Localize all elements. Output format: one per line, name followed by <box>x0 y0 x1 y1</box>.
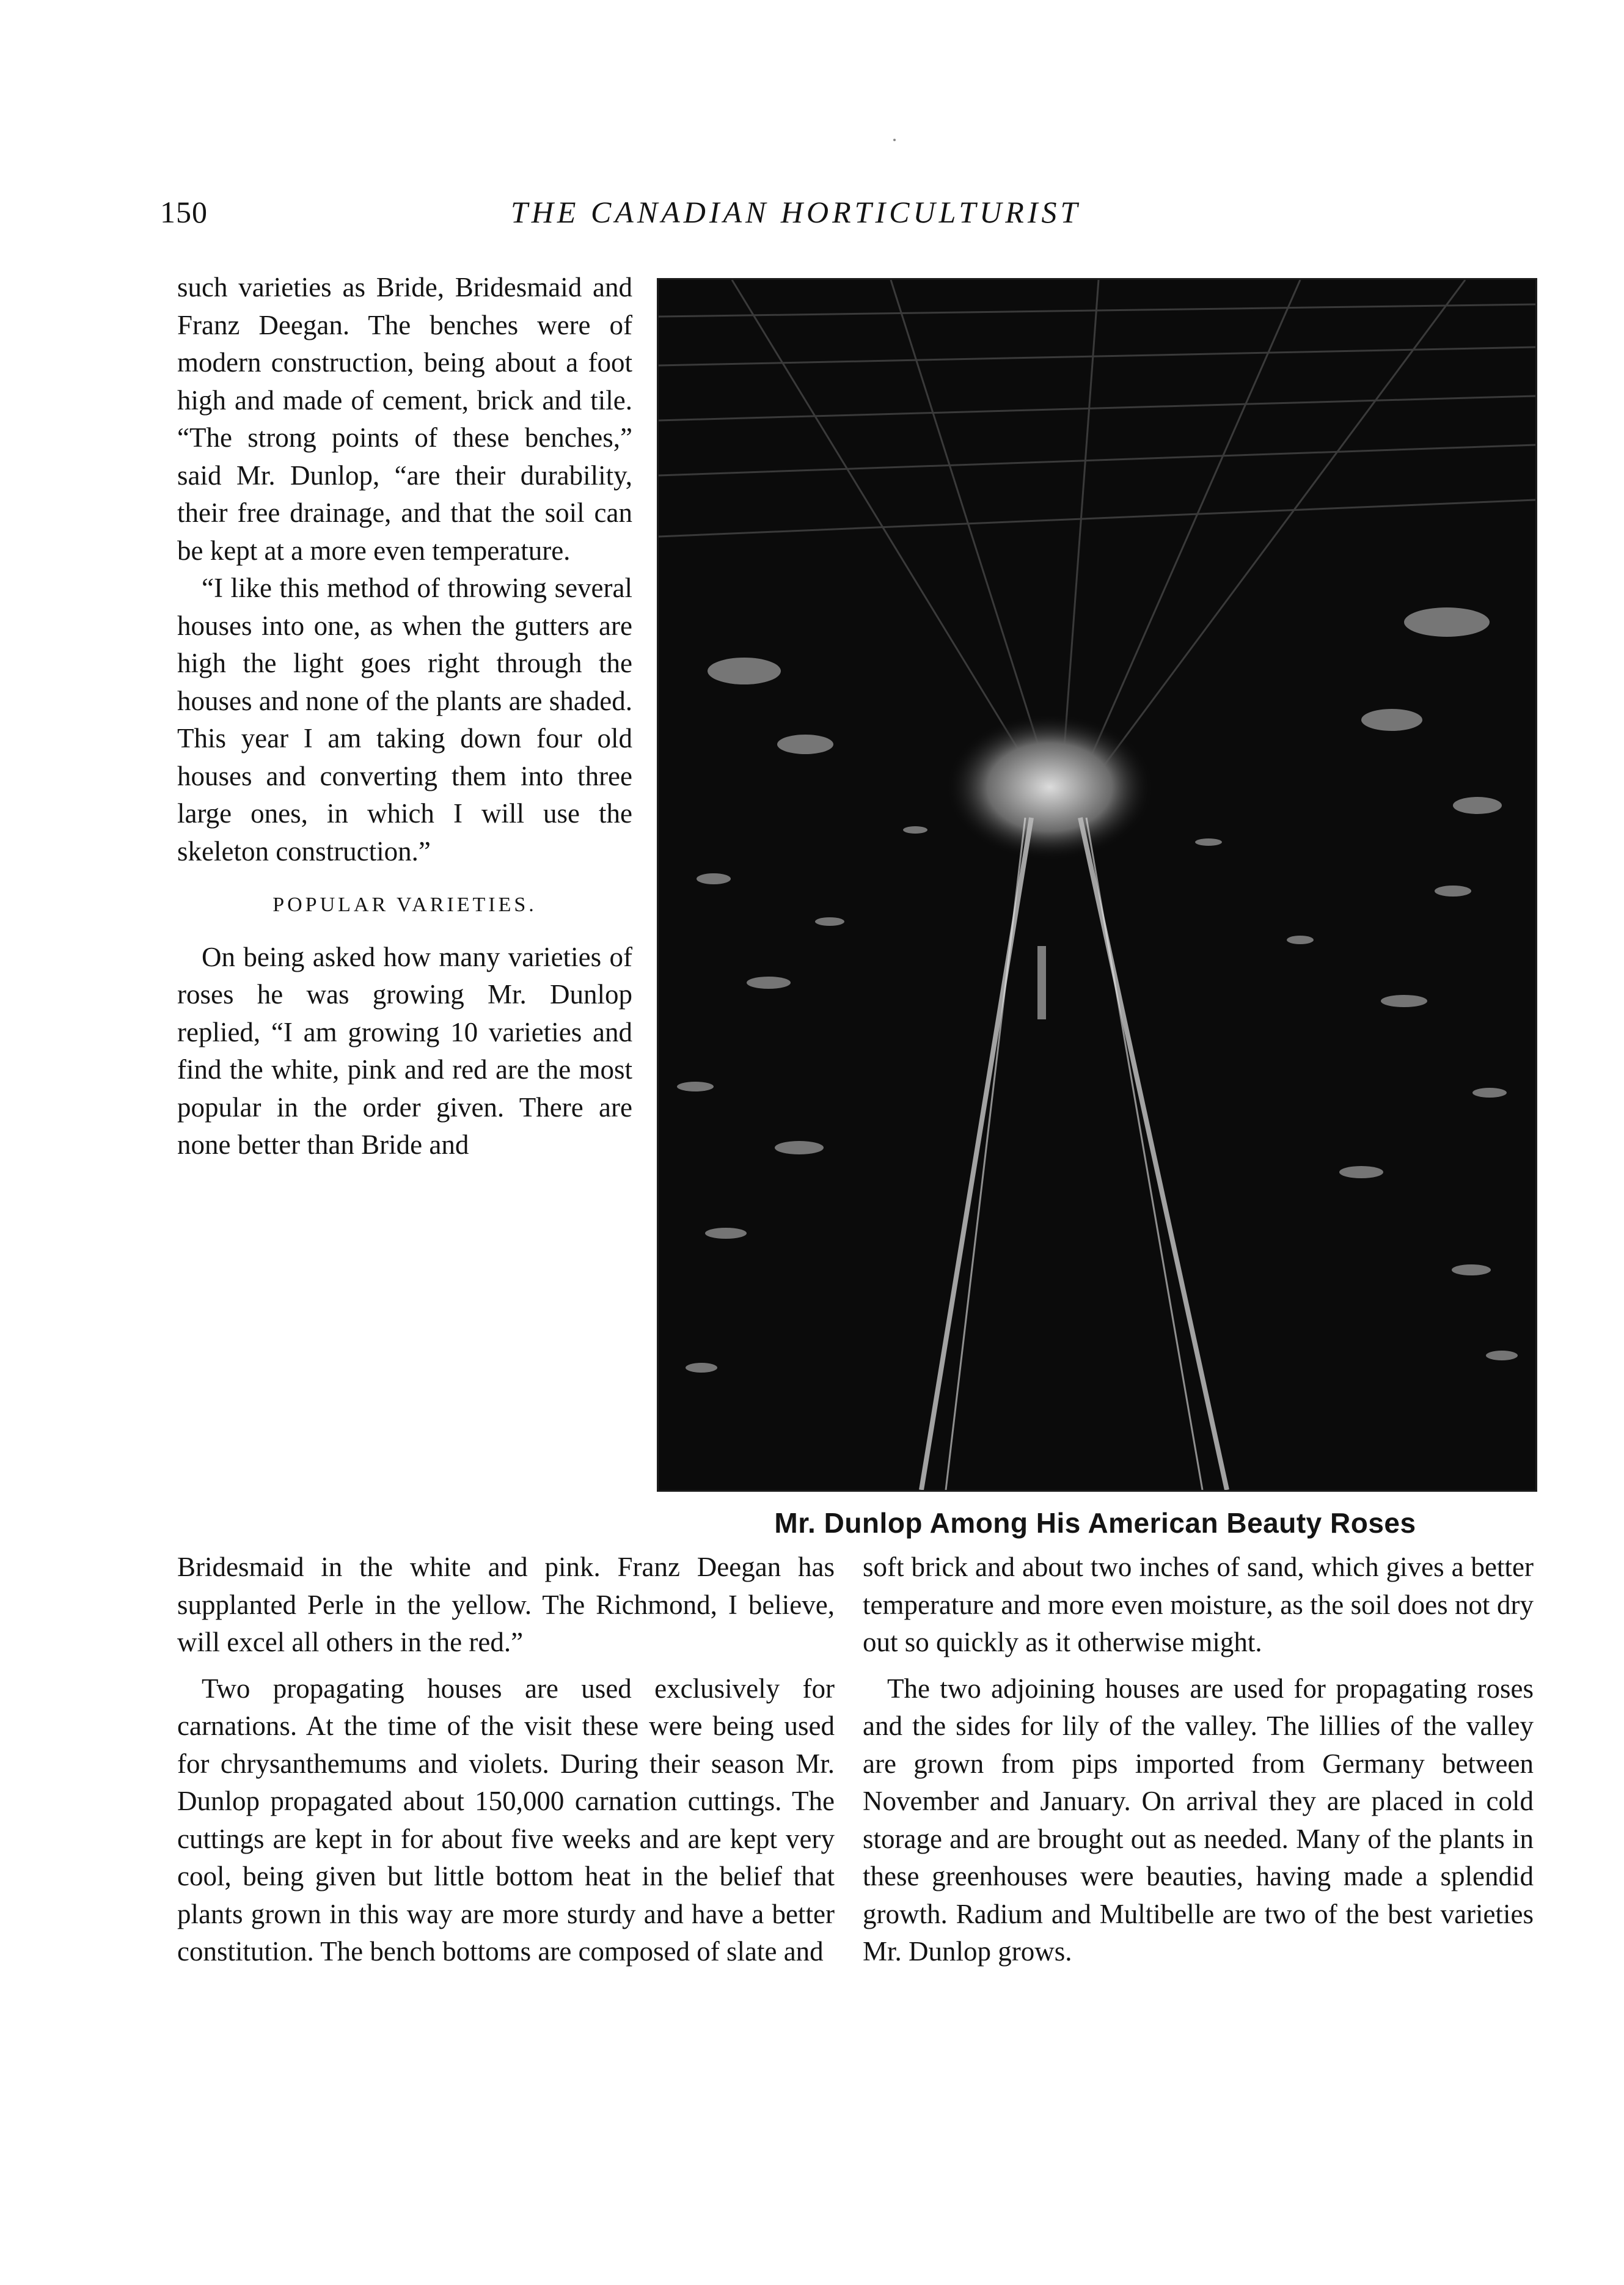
paragraph: The two adjoining houses are used for propagating roses and the sides for lily of the valley. The lillies of the valley are grown from pips imported from Germany between November and January. On arrival they are placed in cold storage and are brought out as needed. Many of the plants in these greenhouses were beauties, having made a splendid growth. Radium and Multibelle are two of the best varieties Mr. Dunlop grows. <box>863 1673 1534 1967</box>
paragraph: On being asked how many varieties of roses he was growing Mr. Dunlop replied, “I am growing 10 varieties and find the white, pink and red are the most popular in the order given. There are none better than Bride and <box>177 941 632 1160</box>
paragraph: “I like this method of throwing several houses into one, as when the gutters are high the light goes right through the houses and none of the plants are shaded. This year I am taking down four old houses and converting them into three large ones, in which I will use the skeleton construction.” <box>177 573 632 867</box>
paragraph: Bridesmaid in the white and pink. Franz Deegan has supplanted Perle in the yellow. The Richmond, I believe, will excel all others in the red.” <box>177 1552 835 1657</box>
running-title: THE CANADIAN HORTICULTURIST <box>511 195 1081 229</box>
left-column-bottom <box>177 1549 835 1971</box>
print-speck <box>893 139 896 141</box>
greenhouse-photo <box>657 278 1537 1492</box>
right-column-bottom <box>863 1549 1534 1971</box>
figure-caption: Mr. Dunlop Among His American Beauty Roses <box>774 1507 1416 1539</box>
section-heading: POPULAR VARIETIES. <box>272 893 537 916</box>
paragraph: soft brick and about two inches of sand, which gives a better temperature and more even moisture, as the soil does not dry out so quickly as it otherwise might. <box>863 1552 1534 1657</box>
page-number: 150 <box>160 195 208 229</box>
paragraph: such varieties as Bride, Bridesmaid and Franz Deegan. The benches were of modern construction, being about a foot high and made of cement, brick and tile. “The strong points of these benches,” said Mr. Dunlop, “are their durability, their free drainage, and that the soil can be kept at a more even temperature. <box>177 272 632 566</box>
paragraph: Two propagating houses are used exclusively for carnations. At the time of the visit these were being used for chrysanthemums and violets. During their season Mr. Dunlop propagated about 150,000 carnation cuttings. The cuttings are kept in for about five weeks and are kept very cool, being given but little bottom heat in the belief that plants grown in this way are more sturdy and have a better constitution. The bench bottoms are composed of slate and <box>177 1673 835 1967</box>
left-column-top <box>177 269 632 1164</box>
